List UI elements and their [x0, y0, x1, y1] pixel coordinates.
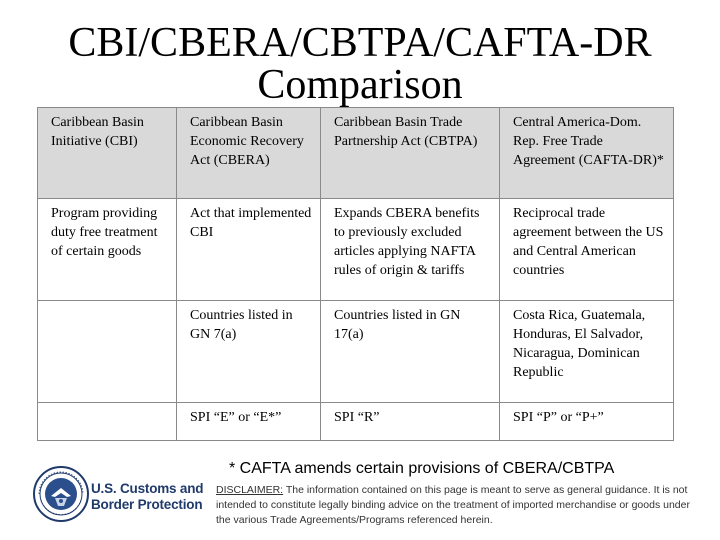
disclaimer-label: DISCLAIMER: — [216, 484, 284, 496]
agency-name-line-2: Border Protection — [91, 497, 203, 512]
table-cell: SPI “R” — [321, 403, 500, 441]
table-cell: Countries listed in GN 7(a) — [177, 301, 321, 403]
footnote: * CAFTA amends certain provisions of CBERA/CBTPA — [229, 460, 615, 477]
table-row — [38, 403, 674, 441]
dhs-seal-icon — [33, 466, 89, 522]
disclaimer — [216, 483, 706, 528]
table-header-row — [38, 108, 674, 199]
page-title — [0, 22, 720, 106]
header-cell-cbi: Caribbean Basin Initiative (CBI) — [38, 108, 177, 199]
table-cell: SPI “E” or “E*” — [177, 403, 321, 441]
table-cell: Reciprocal trade agreement between the US and Central American countries — [500, 199, 674, 301]
table-cell: Costa Rica, Guatemala, Honduras, El Salvador, Nicaragua, Dominican Republic — [500, 301, 674, 403]
header-cell-cbera: Caribbean Basin Economic Recovery Act (CBERA) — [177, 108, 321, 199]
agency-name — [91, 481, 203, 513]
table-cell: SPI “P” or “P+” — [500, 403, 674, 441]
header-cell-cbtpa: Caribbean Basin Trade Partnership Act (CBTPA) — [321, 108, 500, 199]
agency-name-line-1: U.S. Customs and — [91, 481, 204, 496]
title-line-2: Comparison — [257, 62, 463, 108]
disclaimer-text: The information contained on this page is meant to serve as general guidance. It is not intended to constitute legally binding advice on the treatment of imported merchandise or goods under the various Trade Agreements/Programs referenced herein. — [216, 484, 690, 526]
table-cell: Countries listed in GN 17(a) — [321, 301, 500, 403]
table-row — [38, 301, 674, 403]
comparison-table — [37, 107, 674, 441]
title-line-1: CBI/CBERA/CBTPA/CAFTA-DR — [68, 20, 652, 66]
header-cell-cafta-dr: Central America-Dom. Rep. Free Trade Agreement (CAFTA-DR)* — [500, 108, 674, 199]
table-cell: Expands CBERA benefits to previously excluded articles applying NAFTA rules of origin & tariffs — [321, 199, 500, 301]
table-row — [38, 199, 674, 301]
table-cell — [38, 301, 177, 403]
table-cell: Program providing duty free treatment of certain goods — [38, 199, 177, 301]
table-cell: Act that implemented CBI — [177, 199, 321, 301]
table-cell — [38, 403, 177, 441]
cbp-logo — [33, 466, 213, 526]
